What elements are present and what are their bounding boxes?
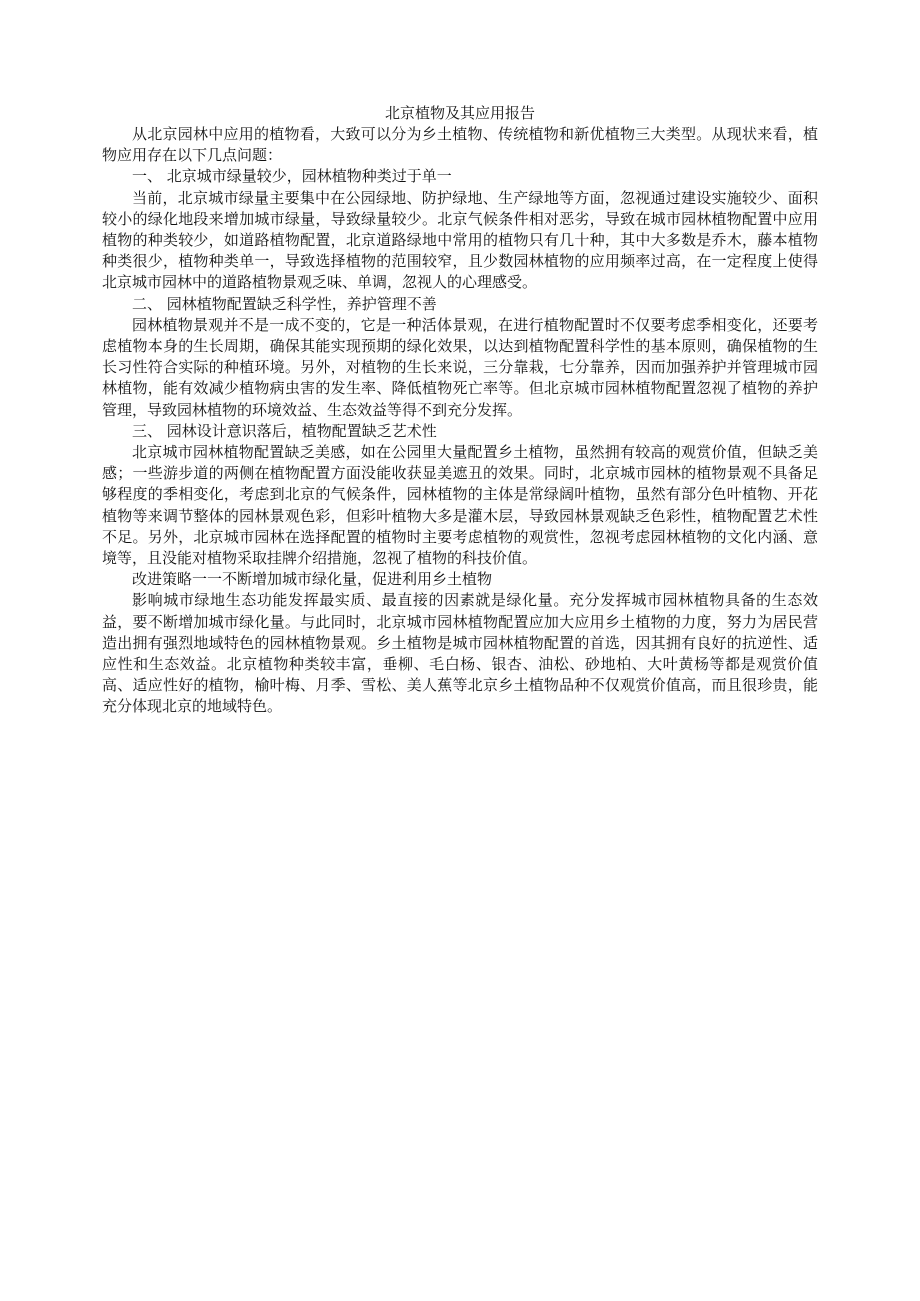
section-heading-2: 二、 园林植物配置缺乏科学性，养护管理不善 [132, 294, 437, 313]
section-heading-4: 改进策略一一不断增加城市绿化量，促进利用乡土植物 [132, 570, 493, 589]
section-body-4: 影响城市绿地生态功能发挥最实质、最直接的因素就是绿化量。充分发挥城市园林植物具备的生态效益，要不断增加城市绿化量。与此同时，北京城市园林植物配置应加大应用乡土植物的力度，努力为居民营造出拥有强烈地域特色的园林植物景观。乡土植物是城市园林植物配置的首选，因其拥有良好的抗逆性、适应性和生态效益。北京植物种类较丰富，垂柳、毛白杨、银杏、油松、砂地柏、大叶黄杨等都是观赏价值高、适应性好的植物，榆叶梅、月季、雪松、美人蕉等北京乡土植物品种不仅观赏价值高，而且很珍贵，能充分体现北京的地域特色。 [102, 591, 818, 716]
intro-paragraph: 从北京园林中应用的植物看，大致可以分为乡土植物、传统植物和新优植物三大类型。从现状来看，植物应用存在以下几点问题： [102, 125, 818, 165]
section-heading-3: 三、 园林设计意识落后，植物配置缺乏艺术性 [132, 421, 437, 440]
section-body-1: 当前，北京城市绿量主要集中在公园绿地、防护绿地、生产绿地等方面，忽视通过建设实施较少、面积较小的绿化地段来增加城市绿量，导致绿量较少。北京气候条件相对恶劣，导致在城市园林植物配置中应用植物的种类较少，如道路植物配置，北京道路绿地中常用的植物只有几十种，其中大多数是乔木，藤本植物种类很少，植物种类单一，导致选择植物的范围较窄，且少数园林植物的应用频率过高，在一定程度上使得北京城市园林中的道路植物景观乏味、单调，忽视人的心理感受。 [102, 188, 818, 292]
section-body-2: 园林植物景观并不是一成不变的，它是一种活体景观，在进行植物配置时不仅要考虑季相变化，还要考虑植物本身的生长周期，确保其能实现预期的绿化效果，以达到植物配置科学性的基本原则，确保植物的生长习性符合实际的种植环境。另外，对植物的生长来说，三分靠栽，七分靠养，因而加强养护并管理城市园林植物，能有效减少植物病虫害的发生率、降低植物死亡率等。但北京城市园林植物配置忽视了植物的养护管理，导致园林植物的环境效益、生态效益等得不到充分发挥。 [102, 315, 818, 419]
section-heading-1: 一、 北京城市绿量较少，园林植物种类过于单一 [132, 167, 452, 186]
document-title: 北京植物及其应用报告 [384, 104, 535, 122]
document-page [102, 103, 818, 718]
section-body-3: 北京城市园林植物配置缺乏美感，如在公园里大量配置乡土植物，虽然拥有较高的观赏价值，但缺乏美感；一些游步道的两侧在植物配置方面没能收获显美遮丑的效果。同时，北京城市园林的植物景观不具备足够程度的季相变化，考虑到北京的气候条件，园林植物的主体是常绿阔叶植物，虽然有部分色叶植物、开花植物等来调节整体的园林景观色彩，但彩叶植物大多是灌木层，导致园林景观缺乏色彩性，植物配置艺术性不足。另外，北京城市园林在选择配置的植物时主要考虑植物的观赏性，忽视考虑园林植物的文化内涵、意境等，且没能对植物采取挂牌介绍措施，忽视了植物的科技价值。 [102, 443, 818, 568]
